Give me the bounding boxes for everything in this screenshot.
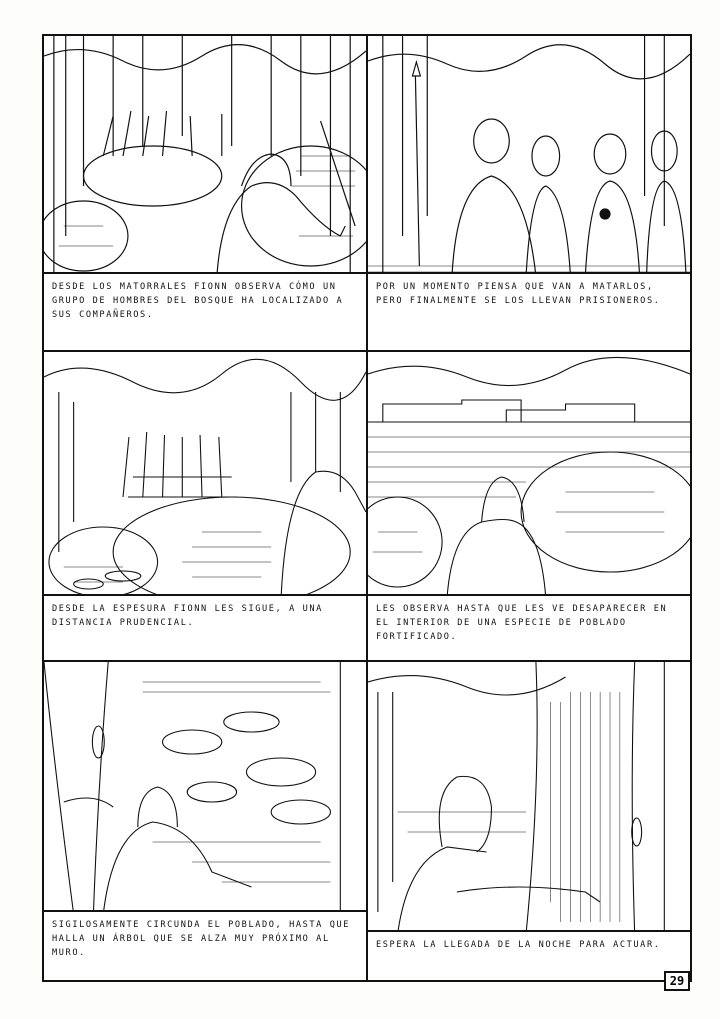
panel-4-caption-text: LES OBSERVA HASTA QUE LES VE DESAPARECER EN EL INTERIOR DE UNA ESPECIE DE POBLADO FORTIFICADO.	[376, 604, 668, 642]
page-number: 29	[664, 971, 690, 991]
panel-5-art	[44, 662, 366, 914]
panel-4-caption	[368, 594, 690, 660]
panel-4	[366, 350, 692, 662]
panel-3-caption	[44, 594, 366, 660]
panel-5	[42, 660, 368, 982]
panel-3-art	[44, 352, 366, 598]
panel-5-caption	[44, 910, 366, 980]
panel-5-caption-text: SIGILOSAMENTE CIRCUNDA EL POBLADO, HASTA QUE HALLA UN ÁRBOL QUE SE ALZA MUY PRÓXIMO AL MURO.	[52, 920, 351, 958]
panel-6	[366, 660, 692, 982]
panel-1-art	[44, 36, 366, 276]
panel-1-caption-text: DESDE LOS MATORRALES FIONN OBSERVA CÓMO UN GRUPO DE HOMBRES DEL BOSQUE HA LOCALIZADO A SUS COMPAÑEROS.	[52, 282, 344, 320]
panel-2-caption	[368, 272, 690, 350]
panel-6-art	[368, 662, 690, 934]
panel-2-caption-text: POR UN MOMENTO PIENSA QUE VAN A MATARLOS, PERO FINALMENTE SE LOS LLEVAN PRISIONEROS.	[376, 282, 661, 306]
panel-2-art	[368, 36, 690, 276]
panel-4-art	[368, 352, 690, 598]
panel-3	[42, 350, 368, 662]
panel-6-caption	[368, 930, 690, 980]
panel-3-caption-text: DESDE LA ESPESURA FIONN LES SIGUE, A UNA DISTANCIA PRUDENCIAL.	[52, 604, 323, 628]
panel-1	[42, 34, 368, 352]
panel-1-caption	[44, 272, 366, 350]
panel-2	[366, 34, 692, 352]
panel-6-caption-text: ESPERA LA LLEGADA DE LA NOCHE PARA ACTUAR.	[376, 940, 661, 950]
